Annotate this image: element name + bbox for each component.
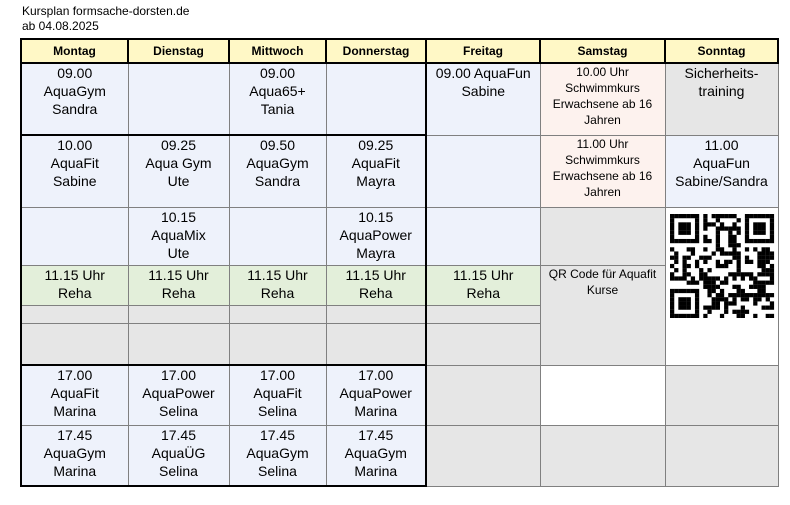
empty-cell <box>426 425 540 486</box>
course-line: Marina <box>354 462 398 479</box>
course-line: 11.15 Uhr <box>44 266 105 283</box>
course-line: 09.00 AquaFun <box>435 65 531 81</box>
empty-cell <box>426 323 540 365</box>
course-line: 11.15 Uhr <box>453 266 514 283</box>
course-line: Aqua Gym <box>145 155 212 171</box>
course-line: AquaGym <box>246 444 309 461</box>
course-line: Reha <box>260 284 295 301</box>
course-schedule-table <box>20 38 779 487</box>
course-cell <box>665 135 778 207</box>
empty-cell <box>21 305 128 323</box>
schedule-row <box>21 425 778 486</box>
valid-from-date: ab 04.08.2025 <box>22 19 99 33</box>
day-header-donnerstag: Donnerstag <box>326 39 426 63</box>
empty-cell <box>21 323 128 365</box>
course-cell <box>326 135 426 207</box>
day-header-freitag: Freitag <box>426 39 540 63</box>
course-line: training <box>698 83 745 99</box>
course-cell <box>229 425 326 486</box>
empty-cell <box>665 365 778 425</box>
day-header-montag: Montag <box>21 39 128 63</box>
empty-cell <box>540 365 665 425</box>
course-line: 09.25 <box>160 137 197 153</box>
schedule-row <box>21 365 778 425</box>
course-cell <box>229 135 326 207</box>
course-line: AquaGym <box>43 83 106 99</box>
course-line: Mayra <box>356 244 396 261</box>
qr-code-cell <box>665 207 778 365</box>
course-line: AquaÜG <box>151 444 206 461</box>
course-line: Sabine <box>461 83 506 99</box>
course-line: 17.00 <box>57 367 93 383</box>
course-line: Aqua65+ <box>249 83 306 99</box>
course-line: Sandra <box>254 173 301 189</box>
schedule-row <box>21 63 778 135</box>
empty-cell <box>326 305 426 323</box>
course-cell <box>665 63 778 135</box>
course-cell <box>326 265 426 305</box>
qr-code-icon <box>669 214 775 318</box>
empty-cell <box>540 425 665 486</box>
course-line: Jahren <box>584 184 621 199</box>
empty-cell <box>229 305 326 323</box>
course-cell <box>326 365 426 425</box>
day-header-sonntag: Sonntag <box>665 39 778 63</box>
course-cell <box>21 265 128 305</box>
course-line: Ute <box>167 173 190 189</box>
course-line: Reha <box>161 284 196 301</box>
course-line: 17.45 <box>57 426 93 443</box>
course-line: Reha <box>58 284 92 301</box>
empty-cell <box>426 305 540 323</box>
course-cell <box>21 135 128 207</box>
empty-cell <box>229 323 326 365</box>
course-line: AquaFit <box>253 385 302 401</box>
course-line: 09.00 <box>57 65 93 81</box>
course-line: Erwachsene ab 16 <box>552 97 653 111</box>
day-header-samstag: Samstag <box>540 39 665 63</box>
course-cell <box>540 135 665 207</box>
course-line: Kurse <box>586 282 619 297</box>
day-header-dienstag: Dienstag <box>128 39 229 63</box>
course-line: Marina <box>354 403 398 419</box>
course-line: Selina <box>159 403 198 419</box>
empty-cell <box>128 323 229 365</box>
course-line: AquaFit <box>50 155 99 171</box>
course-line: 11.15 Uhr <box>247 266 308 283</box>
course-cell <box>426 135 540 207</box>
course-line: 11.00 <box>704 136 739 153</box>
course-line: AquaPower <box>339 385 412 401</box>
course-line: AquaGym <box>43 444 106 461</box>
course-line: Erwachsene ab 16 <box>552 168 653 183</box>
course-line: AquaGym <box>246 155 309 171</box>
course-line: 11.15 Uhr <box>345 266 406 283</box>
course-line: Marina <box>53 403 97 419</box>
course-cell <box>326 425 426 486</box>
empty-cell <box>128 305 229 323</box>
course-line: 09.25 <box>358 137 394 153</box>
course-line: AquaFun <box>693 154 750 171</box>
document-title: Kursplan formsache-dorsten.de <box>22 4 190 18</box>
course-line: 11.15 Uhr <box>148 266 209 283</box>
course-line: Jahren <box>584 113 621 127</box>
course-line: AquaGym <box>344 444 407 461</box>
course-cell <box>540 63 665 135</box>
course-line: Selina <box>159 462 198 479</box>
course-line: Mayra <box>356 173 396 189</box>
course-line: 17.00 <box>358 367 394 383</box>
course-cell <box>426 265 540 305</box>
day-header-mittwoch: Mittwoch <box>229 39 326 63</box>
course-cell <box>229 265 326 305</box>
course-line: Marina <box>53 462 97 479</box>
course-line: Reha <box>359 284 393 301</box>
schedule-row <box>21 207 778 265</box>
schedule-row <box>21 265 778 305</box>
day-header-row <box>21 39 778 63</box>
course-line: Sicherheits- <box>684 65 759 81</box>
course-line: Schwimmkurs <box>565 152 640 167</box>
course-cell <box>128 365 229 425</box>
course-cell <box>540 207 665 265</box>
course-line: AquaPower <box>142 385 215 401</box>
course-line: 09.50 <box>259 137 296 153</box>
course-cell <box>426 63 540 135</box>
empty-cell <box>665 425 778 486</box>
course-cell <box>128 425 229 486</box>
empty-cell <box>426 365 540 425</box>
course-line: Sandra <box>52 101 98 117</box>
course-line: Selina <box>258 462 297 479</box>
course-cell <box>21 63 128 135</box>
schedule-row <box>21 135 778 207</box>
course-cell <box>128 63 229 135</box>
course-cell <box>229 207 326 265</box>
course-cell <box>229 63 326 135</box>
course-line: AquaFit <box>50 385 99 401</box>
course-line: 17.45 <box>160 426 197 443</box>
course-cell <box>128 207 229 265</box>
course-cell <box>128 265 229 305</box>
course-line: Selina <box>258 403 297 419</box>
course-line: 10.00 Uhr <box>576 65 629 79</box>
course-line: 17.00 <box>259 367 296 383</box>
course-line: QR Code für Aquafit <box>548 266 657 281</box>
course-line: Schwimmkurs <box>565 81 640 95</box>
course-line: 17.45 <box>259 426 296 443</box>
course-cell <box>229 365 326 425</box>
empty-cell <box>326 323 426 365</box>
course-line: Reha <box>466 284 500 301</box>
course-line: AquaPower <box>339 226 412 243</box>
course-cell <box>426 207 540 265</box>
course-cell <box>21 365 128 425</box>
course-line: 10.15 <box>358 208 394 225</box>
course-cell <box>21 425 128 486</box>
course-line: 09.00 <box>259 65 296 81</box>
course-cell <box>128 135 229 207</box>
course-line: Tania <box>260 101 295 117</box>
qr-caption-cell <box>540 265 665 365</box>
course-line: Ute <box>167 244 190 261</box>
course-line: AquaMix <box>151 226 206 243</box>
course-cell <box>21 207 128 265</box>
course-line: AquaFit <box>351 155 400 171</box>
course-cell <box>326 63 426 135</box>
course-line: 17.00 <box>160 367 197 383</box>
course-line: 17.45 <box>358 426 394 443</box>
course-line: 11.00 Uhr <box>576 136 629 151</box>
course-line: 10.00 <box>57 137 93 153</box>
course-line: Sabine <box>52 173 97 189</box>
course-line: 10.15 <box>160 208 197 225</box>
course-line: Sabine/Sandra <box>675 172 768 189</box>
course-cell <box>326 207 426 265</box>
